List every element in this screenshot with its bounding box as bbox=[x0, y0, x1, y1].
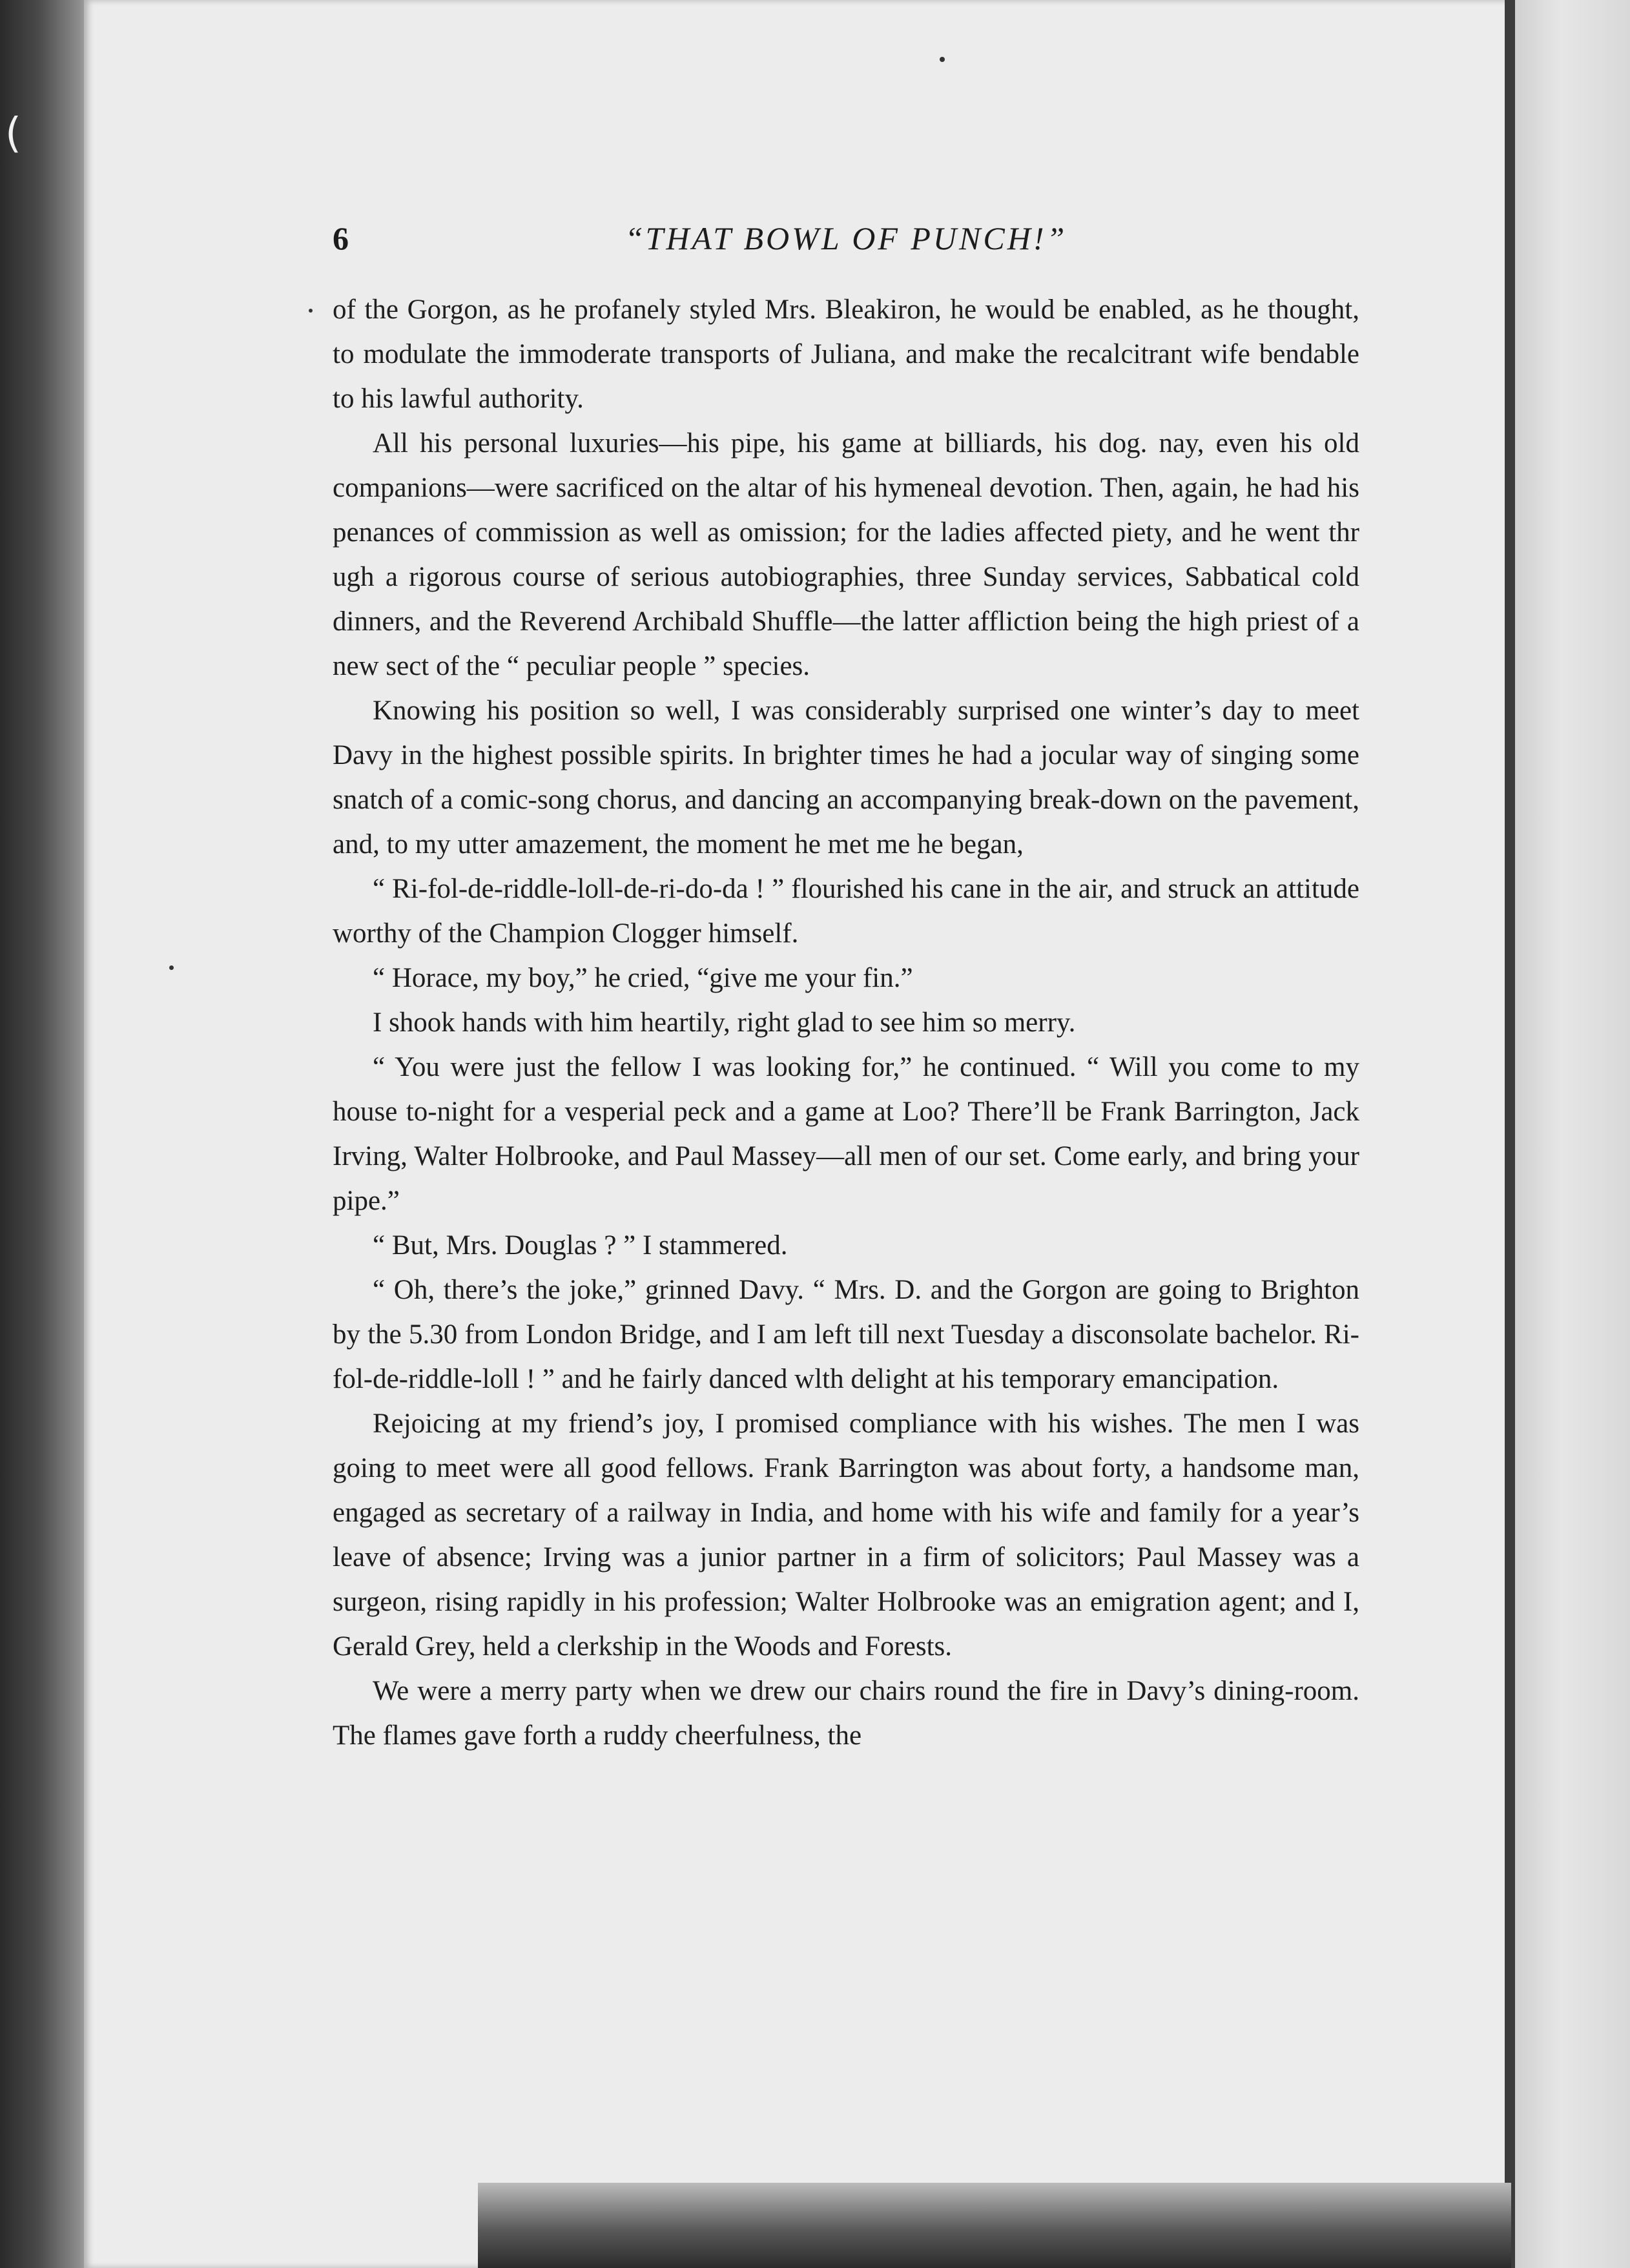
paragraph: We were a merry party when we drew our chairs round the fire in Davy’s dining-room. The flames gave forth a ruddy cheerfulness, the bbox=[333, 1676, 1359, 1751]
bottom-binding-shadow bbox=[478, 2183, 1511, 2268]
paragraph: Knowing his position so well, I was considerably surprised one winter’s day to meet Davy in the highest possible spirits. In brighter times he had a jocular way of singing some snatch of a comic-song chorus, and dancing an accompanying break-down on the pavement, and, to my utter amazement, the moment he met me he began, bbox=[333, 696, 1359, 860]
paragraph: “ Oh, there’s the joke,” grinned Davy. “ Mrs. D. and the Gorgon are going to Brighton by the 5.30 from London Bridge, and I am left till next Tuesday a disconsolate bachelor. Ri-fol-de-riddle-loll ! ” and he fairly danced wlth delight at his temporary emancipation. bbox=[333, 1275, 1359, 1394]
scan-speck bbox=[940, 57, 945, 62]
margin-glyph: ( bbox=[5, 110, 21, 158]
page-number: 6 bbox=[333, 220, 349, 256]
paragraph: “ Horace, my boy,” he cried, “give me your fin.” bbox=[373, 963, 913, 993]
paragraph: “ But, Mrs. Douglas ? ” I stammered. bbox=[373, 1230, 788, 1261]
paragraph: “ Ri-fol-de-riddle-loll-de-ri-do-da ! ” flourished his cane in the air, and struck an attitude worthy of the Champion Clogger himself. bbox=[333, 874, 1359, 949]
adjacent-page-edge bbox=[1515, 0, 1630, 2268]
scan-speck bbox=[169, 965, 174, 970]
paragraph: of the Gorgon, as he profanely styled Mrs. Bleakiron, he would be enabled, as he thought, to modulate the immoderate transports of Juliana, and make the recalcitrant wife bendable to his lawful authority. bbox=[333, 294, 1359, 414]
paragraph: “ You were just the fellow I was looking for,” he continued. “ Will you come to my house to-night for a vesperial peck and a game at Loo? There’ll be Frank Barrington, Jack Irving, Walter Holbrooke, and Paul Massey—all men of our set. Come early, and bring your pipe.” bbox=[333, 1052, 1359, 1216]
body-text bbox=[333, 287, 1359, 1758]
paragraph: All his personal luxuries—his pipe, his game at billiards, his dog. nay, even his old companions—were sacrificed on the altar of his hymeneal devotion. Then, again, he had his penances of commission as well as omission; for the ladies affected piety, and he went thr ugh a rigorous course of serious autobiographies, three Sunday services, Sabbatical cold dinners, and the Reverend Archibald Shuffle—the latter affliction being the high priest of a new sect of the “ peculiar people ” species. bbox=[333, 428, 1359, 681]
scan-speck bbox=[309, 309, 313, 313]
paragraph: I shook hands with him heartily, right glad to see him so merry. bbox=[373, 1007, 1076, 1038]
paragraph: Rejoicing at my friend’s joy, I promised compliance with his wishes. The men I was going to meet were all good fellows. Frank Barrington was about forty, a handsome man, engaged as secretary of a railway in India, and home with his wife and family for a year’s leave of absence; Irving was a junior partner in a firm of solicitors; Paul Massey was a surgeon, rising rapidly in his profession; Walter Holbrooke was an emigration agent; and I, Gerald Grey, held a clerkship in the Woods and Forests. bbox=[333, 1408, 1359, 1662]
running-title: “THAT BOWL OF PUNCH!” bbox=[624, 220, 1068, 256]
page-header bbox=[333, 220, 1359, 271]
page-gutter-edge bbox=[1505, 0, 1515, 2268]
